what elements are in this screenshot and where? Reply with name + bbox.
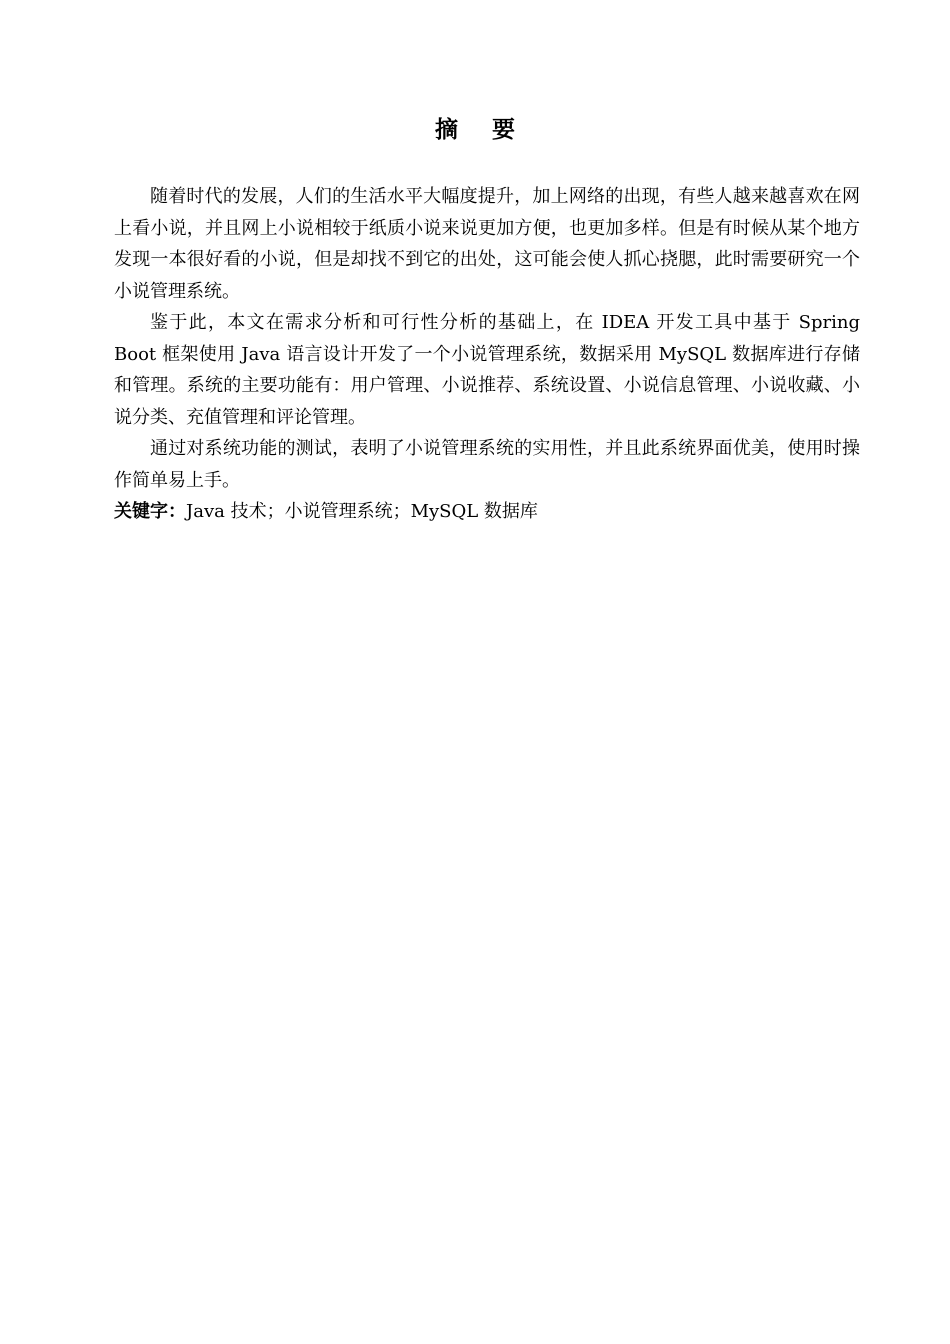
keywords-text: Java 技术；小说管理系统；MySQL 数据库 xyxy=(186,501,538,522)
title-char-1: 摘 xyxy=(435,117,458,143)
abstract-paragraph-2: 鉴于此，本文在需求分析和可行性分析的基础上，在 IDEA 开发工具中基于 Spring Boot 框架使用 Java 语言设计开发了一个小说管理系统，数据采用 MySQL 数据库进行存储和管理。系统的主要功能有：用户管理、小说推荐、系统设置、小说信息管理、小说收藏、小说分类、充值管理和评论管理。 xyxy=(114,312,860,428)
abstract-body xyxy=(114,181,860,528)
abstract-paragraph-3: 通过对系统功能的测试，表明了小说管理系统的实用性，并且此系统界面优美，使用时操作简单易上手。 xyxy=(114,438,860,491)
abstract-title xyxy=(0,114,950,146)
keywords-line xyxy=(114,496,860,528)
abstract-paragraph-1: 随着时代的发展，人们的生活水平大幅度提升，加上网络的出现，有些人越来越喜欢在网上看小说，并且网上小说相较于纸质小说来说更加方便，也更加多样。但是有时候从某个地方发现一本很好看的小说，但是却找不到它的出处，这可能会使人抓心挠腮，此时需要研究一个小说管理系统。 xyxy=(114,186,860,302)
keywords-label: 关键字： xyxy=(114,501,186,522)
title-char-2: 要 xyxy=(492,117,515,143)
